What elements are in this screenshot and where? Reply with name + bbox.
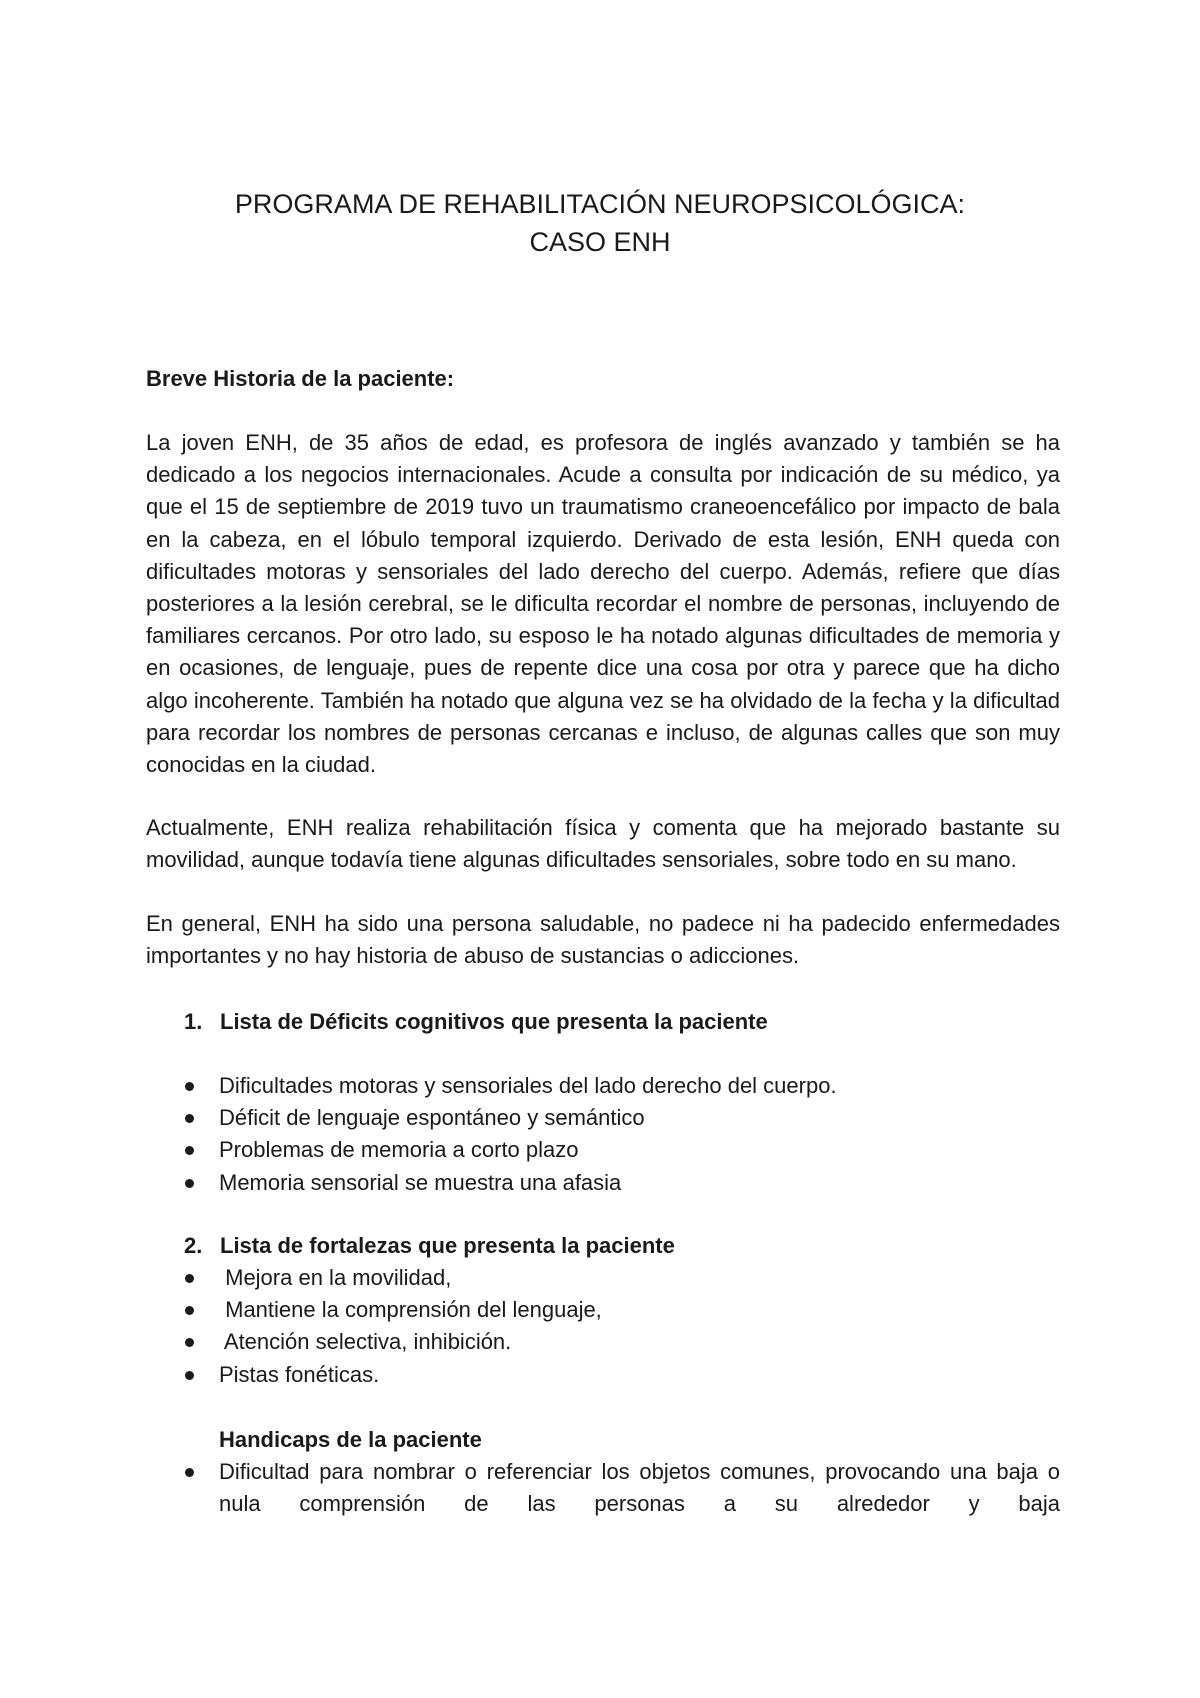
bullet-icon — [185, 1114, 194, 1123]
list-item-text: Dificultades motoras y sensoriales del lado derecho del cuerpo. — [219, 1073, 837, 1098]
history-heading: Breve Historia de la paciente: — [146, 366, 455, 391]
bullet-icon — [185, 1371, 194, 1380]
deficits-heading — [184, 1006, 768, 1038]
bullet-icon — [185, 1179, 194, 1188]
list-item — [0, 1102, 1060, 1134]
bullet-icon — [185, 1146, 194, 1155]
list-item-text: Problemas de memoria a corto plazo — [219, 1137, 579, 1163]
handicaps-list — [0, 1456, 1060, 1520]
history-paragraph-2: Actualmente, ENH realiza rehabilitación física y comenta que ha mejorado bastante su movilidad, aunque todavía tiene algunas dificultades sensoriales, sobre todo en su mano. — [146, 815, 1060, 873]
list-item — [0, 1134, 1060, 1166]
list-item — [0, 1456, 1060, 1520]
list-item-text: Mantiene la comprensión del lenguaje, — [219, 1297, 602, 1323]
document-title-line-1: PROGRAMA DE REHABILITACIÓN NEUROPSICOLÓGICA: — [234, 189, 966, 219]
document-title-line-2: CASO ENH — [529, 227, 671, 257]
deficits-list — [0, 1070, 1060, 1199]
bullet-icon — [185, 1082, 194, 1091]
history-paragraph-1: La joven ENH, de 35 años de edad, es profesora de inglés avanzado y también se ha dedicado a los negocios internacionales. Acude a consulta por indicación de su médico, ya que el 15 de septiembre de 2019 tuvo un traumatismo craneoencefálico por impacto de bala en la cabeza, en el lóbulo temporal izquierdo. Derivado de esta lesión, ENH queda con dificultades motoras y sensoriales del lado derecho del cuerpo. Además, refiere que días posteriores a la lesión cerebral, se le dificulta recordar el nombre de personas, incluyendo de familiares cercanos. Por otro lado, su esposo le ha notado algunas dificultades de memoria y en ocasiones, de lenguaje, pues de repente dice una cosa por otra y parece que ha dicho algo incoherente. También ha notado que alguna vez se ha olvidado de la fecha y la dificultad para recordar los nombres de personas cercanas e incluso, de algunas calles que son muy conocidas en la ciudad. — [146, 430, 1060, 778]
list-item-text: Mejora en la movilidad, — [219, 1265, 452, 1290]
list-item — [0, 1262, 1060, 1294]
deficits-heading-text: Lista de Déficits cognitivos que presenta la paciente — [220, 1009, 768, 1034]
bullet-icon — [185, 1468, 194, 1477]
list-item-text: Atención selectiva, inhibición. — [219, 1329, 512, 1355]
list-item — [0, 1167, 1060, 1199]
list-item — [0, 1294, 1060, 1326]
list-item-text: Dificultad para nombrar o referenciar los objetos comunes, provocando una baja o nula comprensión de las personas a su alrededor y baja — [219, 1459, 1060, 1517]
strengths-number: 2. — [184, 1233, 203, 1258]
bullet-icon — [185, 1306, 194, 1315]
list-item-text: Déficit de lenguaje espontáneo y semántico — [219, 1105, 645, 1131]
strengths-list — [0, 1262, 1060, 1391]
bullet-icon — [185, 1338, 194, 1347]
list-item-text: Memoria sensorial se muestra una afasia — [219, 1169, 622, 1195]
bullet-icon — [185, 1274, 194, 1283]
list-item — [0, 1070, 1060, 1102]
strengths-heading-text: Lista de fortalezas que presenta la paciente — [220, 1233, 675, 1258]
list-item — [0, 1359, 1060, 1391]
list-item-text: Pistas fonéticas. — [219, 1361, 380, 1387]
strengths-heading — [184, 1230, 675, 1262]
deficits-number: 1. — [184, 1009, 203, 1034]
list-item — [0, 1326, 1060, 1358]
handicaps-heading: Handicaps de la paciente — [219, 1427, 482, 1452]
history-paragraph-3: En general, ENH ha sido una persona saludable, no padece ni ha padecido enfermedades importantes y no hay historia de abuso de sustancias o adicciones. — [146, 911, 1060, 969]
